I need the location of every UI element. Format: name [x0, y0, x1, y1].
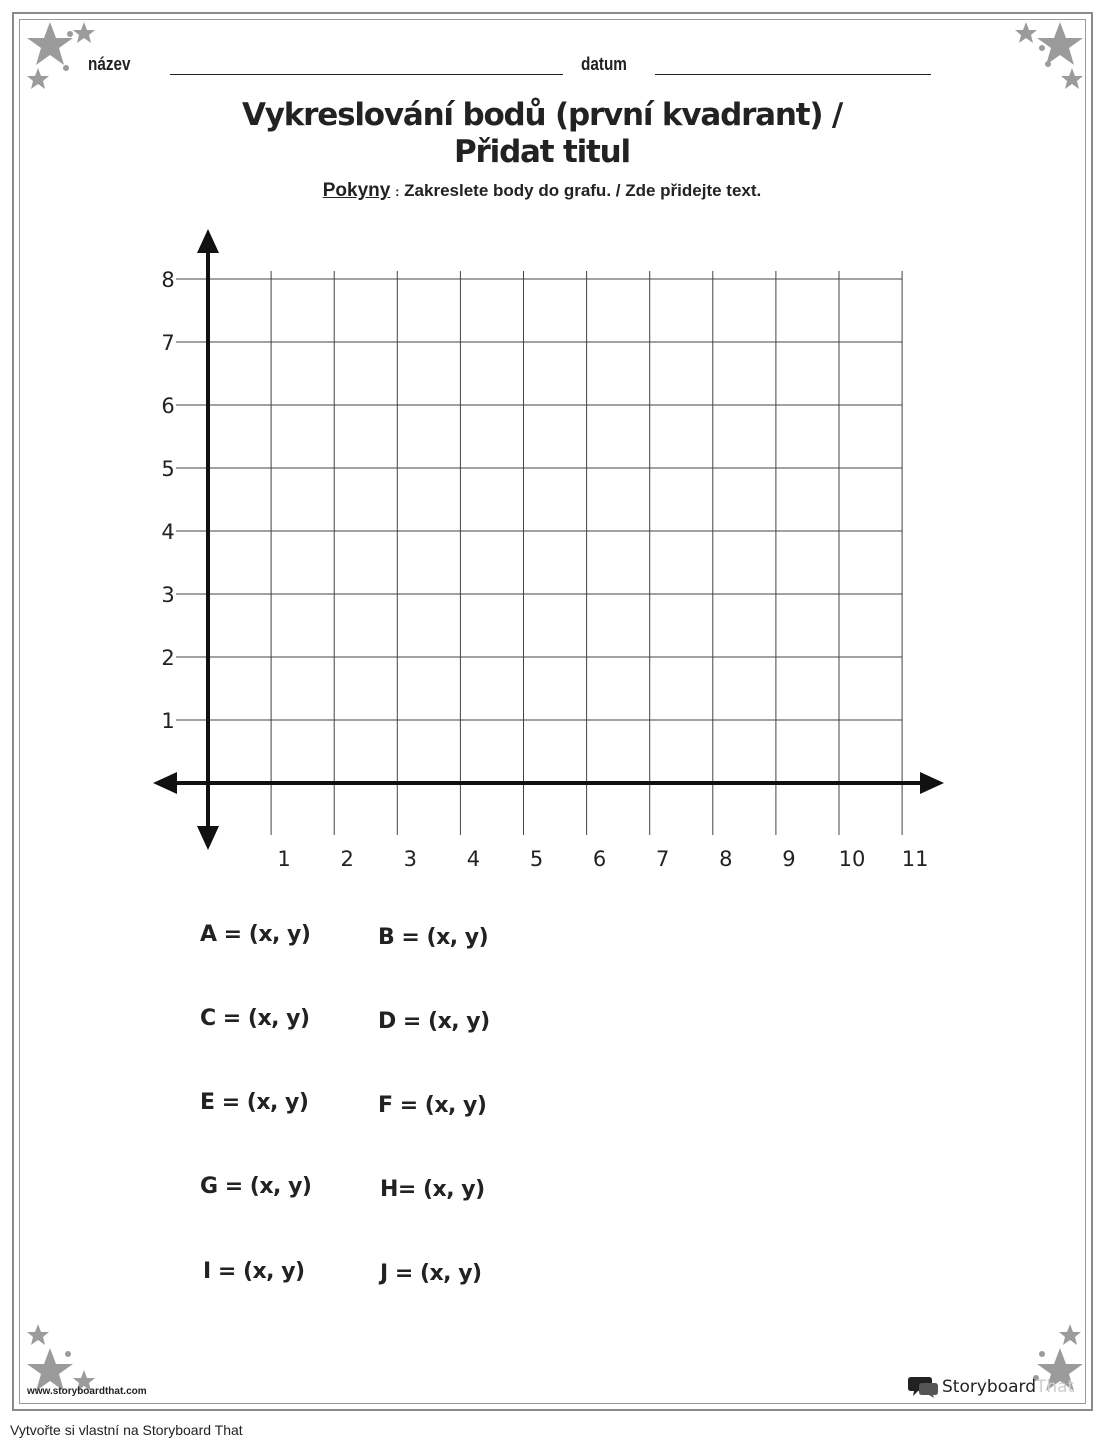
- coordinate-label-g: G = (x, y): [200, 1174, 312, 1199]
- y-tick-label: 6: [161, 394, 175, 418]
- coordinate-label-h: H= (x, y): [380, 1177, 485, 1202]
- y-tick-label: 8: [161, 268, 175, 292]
- y-tick-label: 3: [161, 583, 175, 607]
- coordinate-label-c: C = (x, y): [200, 1006, 310, 1031]
- y-tick-label: 5: [161, 457, 175, 481]
- page-title: Vykreslování bodů (první kvadrant) / Přidat titul: [241, 97, 843, 170]
- y-tick-label: 2: [161, 646, 175, 670]
- x-tick-label: 3: [403, 847, 417, 871]
- coordinate-label-j: J = (x, y): [380, 1261, 482, 1286]
- brand-text-faded: That: [1036, 1377, 1075, 1397]
- x-tick-label: 1: [277, 847, 291, 871]
- y-tick-label: 1: [161, 709, 175, 733]
- x-tick-label: 4: [466, 847, 481, 871]
- coordinate-label-b: B = (x, y): [378, 925, 489, 950]
- instructions-separator: :: [395, 184, 400, 199]
- x-tick-label: 10: [838, 847, 866, 871]
- x-tick-label: 2: [340, 847, 354, 871]
- x-tick-label: 7: [656, 847, 670, 871]
- brand-logo: [908, 1373, 1074, 1401]
- y-tick-label: 7: [161, 331, 175, 355]
- y-tick-label: 4: [161, 520, 175, 544]
- footer-caption[interactable]: Vytvořte si vlastní na Storyboard That: [10, 1422, 243, 1438]
- x-tick-label: 9: [782, 847, 796, 871]
- y-axis-arrow-up: [197, 229, 219, 253]
- footer-url[interactable]: www.storyboardthat.com: [27, 1386, 147, 1397]
- date-label: datum: [581, 54, 627, 74]
- coordinate-label-i: I = (x, y): [203, 1259, 305, 1284]
- x-axis-arrow-left: [153, 772, 177, 794]
- instructions-label: Pokyny: [322, 180, 391, 201]
- coordinate-label-a: A = (x, y): [200, 922, 311, 947]
- name-label: název: [88, 54, 131, 74]
- instructions-text: Zakreslete body do grafu. / Zde přidejte text.: [404, 181, 762, 200]
- x-axis-arrow-right: [920, 772, 944, 794]
- speech-bubble-icon: [908, 1375, 938, 1399]
- coordinate-label-e: E = (x, y): [200, 1090, 309, 1115]
- coordinate-label-f: F = (x, y): [378, 1093, 487, 1118]
- x-tick-label: 6: [592, 847, 607, 871]
- x-tick-label: 8: [719, 847, 733, 871]
- y-axis-arrow-down: [197, 826, 219, 850]
- x-tick-label: 11: [901, 847, 929, 871]
- brand-text: Storyboard: [942, 1377, 1036, 1397]
- x-tick-label: 5: [529, 847, 544, 871]
- coordinate-label-d: D = (x, y): [378, 1009, 490, 1034]
